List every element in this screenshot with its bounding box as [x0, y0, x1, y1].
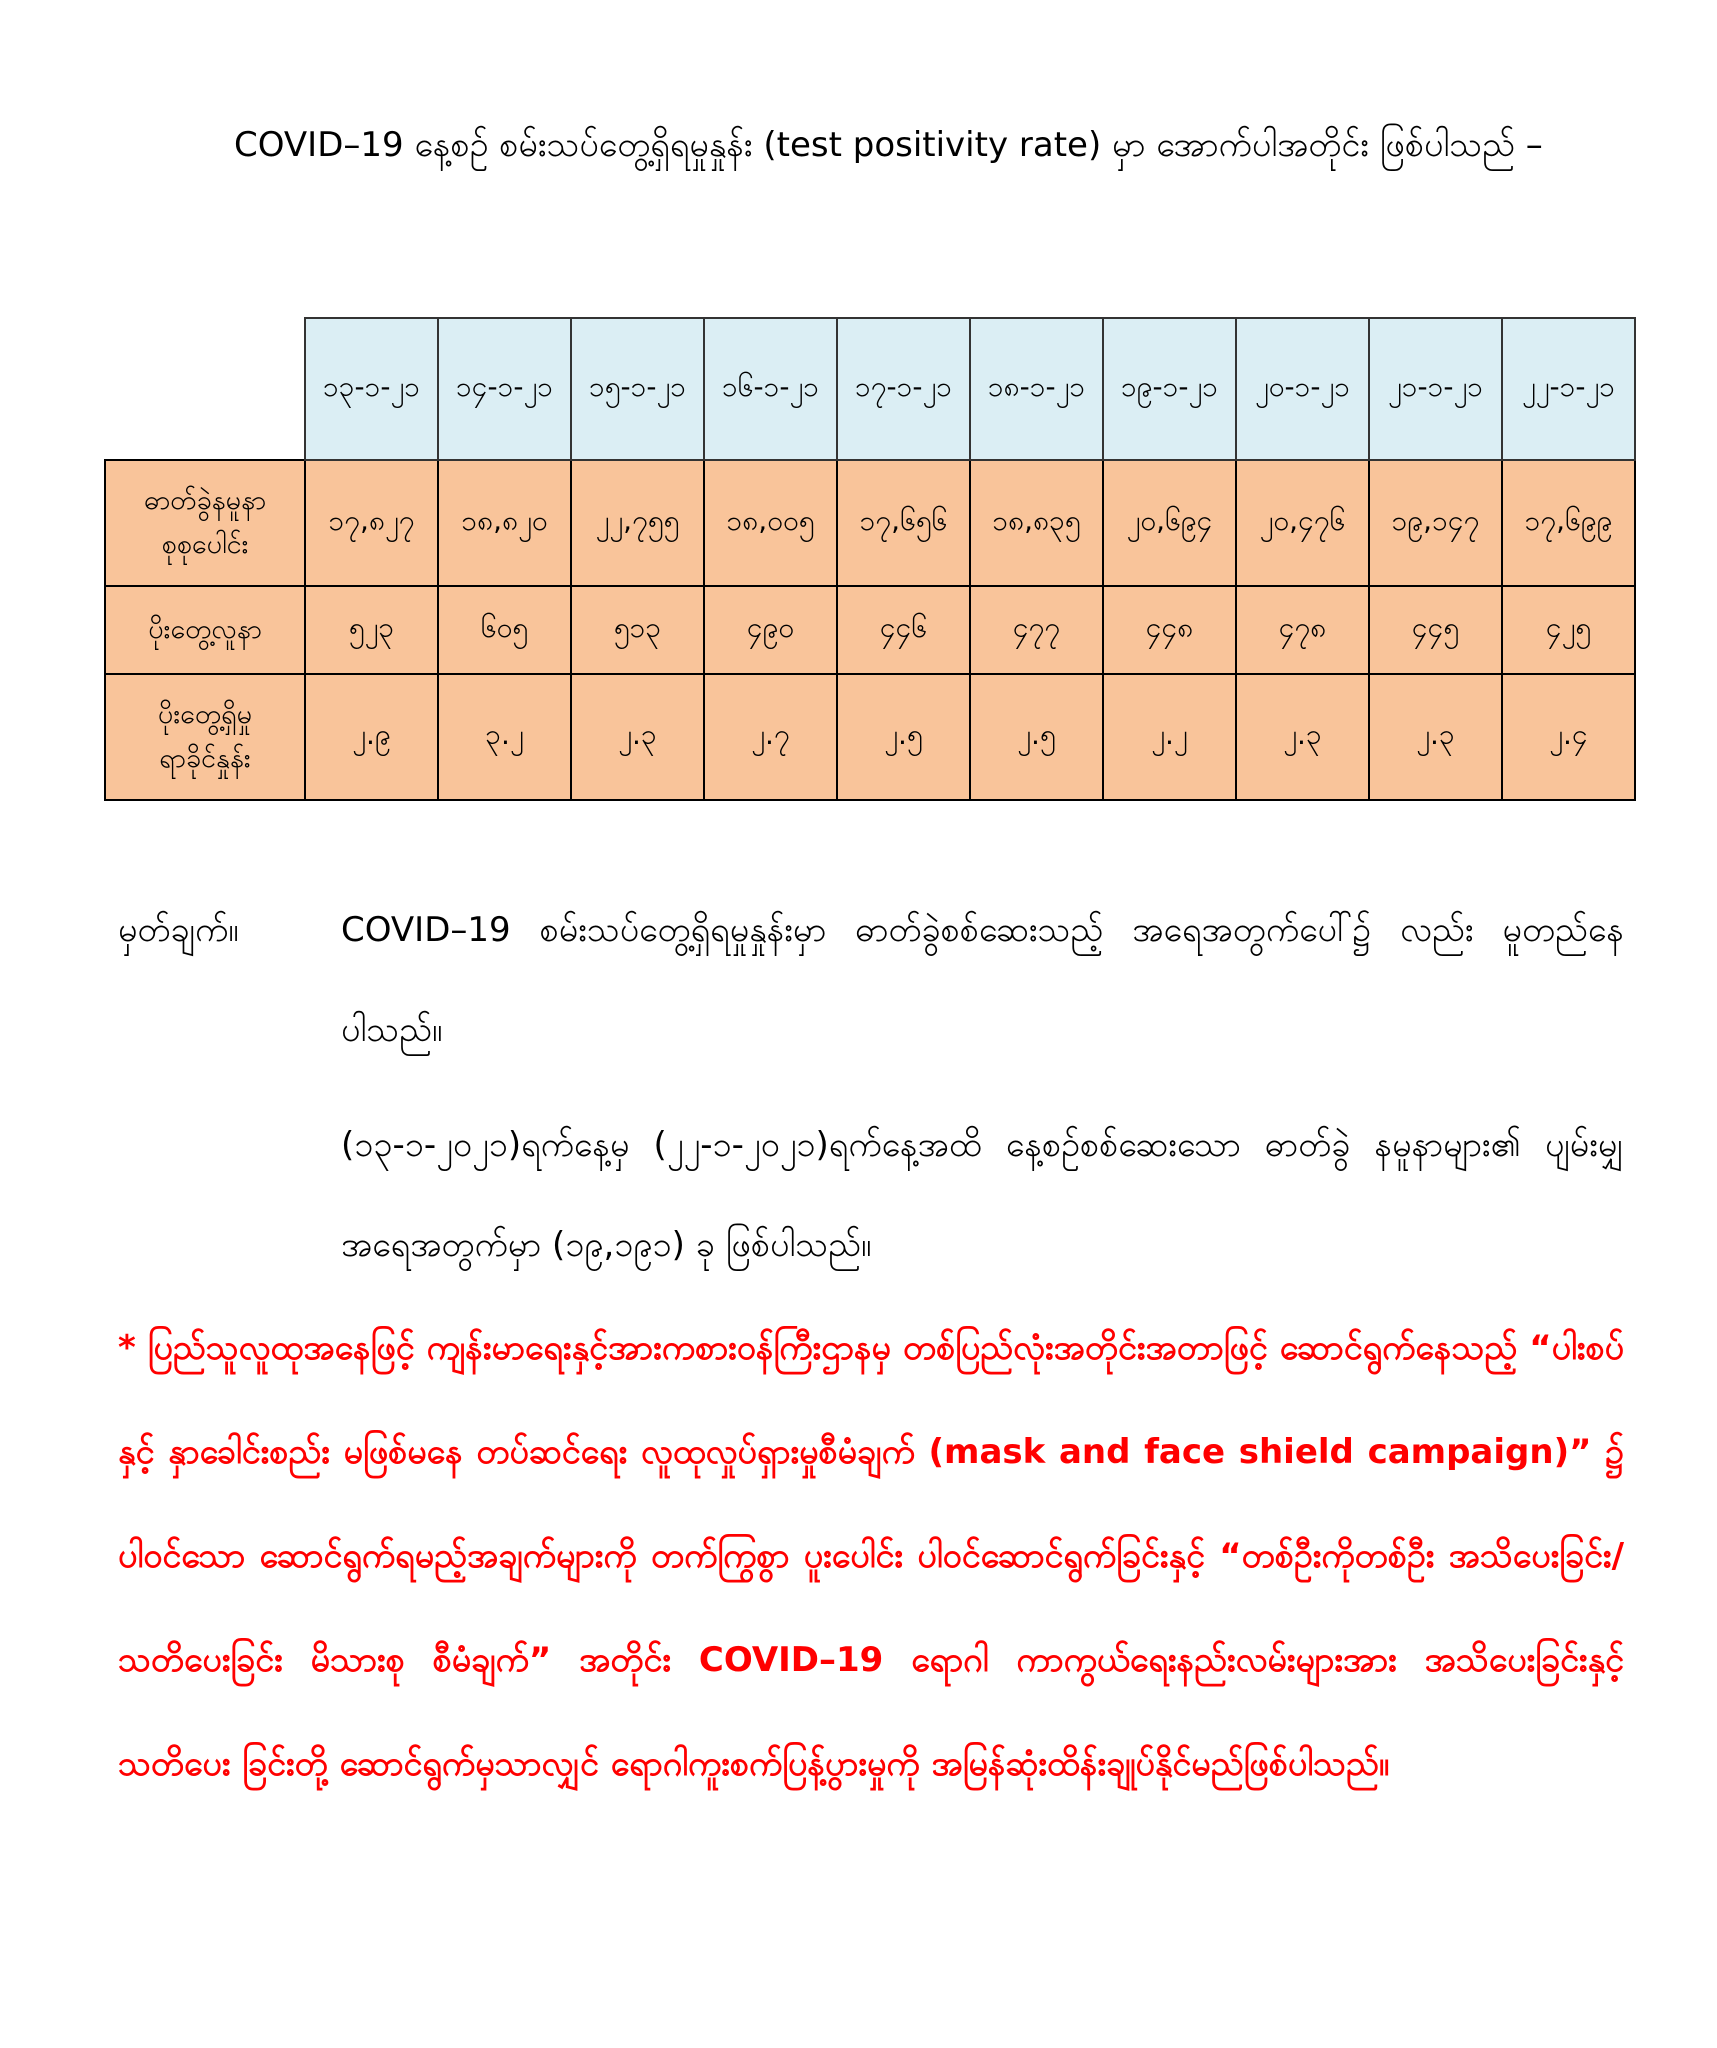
table-cell: ၁၉,၁၄၇ [1369, 460, 1502, 586]
table-row-positive-cases [105, 586, 1635, 674]
table-cell: ၄၇၈ [1236, 586, 1369, 674]
table-cell: ၁၈,၈၃၅ [970, 460, 1103, 586]
table-cell: ၂.၇ [704, 674, 837, 800]
public-notice: * ပြည်သူလူထုအနေဖြင့် ကျန်းမာရေးနှင့်အားကစားဝန်ကြီးဌာနမှ တစ်ပြည်လုံးအတိုင်းအတာဖြင့် ဆောင်ရွက်နေသည့် “ပါးစပ်နှင့် နှာခေါင်းစည်း မဖြစ်မနေ တပ်ဆင်ရေး လူထုလှုပ်ရှားမှုစီမံချက် (mask and face shield campaign)” ၌ ပါဝင်သော ဆောင်ရွက်ရမည့်အချက်များကို တက်ကြွစွာ ပူးပေါင်း ပါဝင်ဆောင်ရွက်ခြင်းနှင့် “တစ်ဦးကိုတစ်ဦး အသိပေးခြင်း/ သတိပေးခြင်း မိသားစု စီမံချက်” အတိုင်း COVID–19 ရောဂါ ကာကွယ်ရေးနည်းလမ်းများအား အသိပေးခြင်းနှင့် သတိပေး ခြင်းတို့ ဆောင်ရွက်မှသာလျှင် ရောဂါကူးစက်ပြန့်ပွားမှုကို အမြန်ဆုံးထိန်းချုပ်နိုင်မည်ဖြစ်ပါသည်။ [118, 1328, 1624, 1784]
intro-paragraph: COVID–19 နေ့စဉ် စမ်းသပ်တွေ့ရှိရမှုနှုန်း (test positivity rate) မှာ အောက်ပါအတိုင်း ဖြစ်ပါသည် – [234, 125, 1543, 165]
table-cell: ၁၈,၀၀၅ [704, 460, 837, 586]
row-label: ပိုးတွေ့ရှိမှု ရာခိုင်နှုန်း [105, 674, 305, 800]
table-cell: ၂၀,၆၉၄ [1103, 460, 1236, 586]
table-cell: ၁၇,၆၅၆ [837, 460, 970, 586]
table-cell: ၃.၂ [438, 674, 571, 800]
table-cell: ၆၀၅ [438, 586, 571, 674]
table-cell: ၂.၃ [571, 674, 704, 800]
table-cell: ၁၇,၈၂၇ [305, 460, 438, 586]
table-row-total-samples [105, 460, 1635, 586]
table-cell: ၂.၄ [1502, 674, 1635, 800]
date-header: ၂၁-၁-၂၁ [1369, 318, 1502, 460]
positivity-table [104, 317, 1636, 801]
table-header-row [105, 318, 1635, 460]
note-paragraph-2: (၁၃-၁-၂၀၂၁)ရက်နေ့မှ (၂၂-၁-၂၀၂၁)ရက်နေ့အထိ နေ့စဉ်စစ်ဆေးသော ဓာတ်ခွဲ နမူနာများ၏ ပျမ်းမျှအရေအတွက်မှာ (၁၉,၁၉၁) ခု ဖြစ်ပါသည်။ [341, 1125, 1624, 1265]
table-cell: ၄၂၅ [1502, 586, 1635, 674]
table-cell: ၅၁၃ [571, 586, 704, 674]
table-cell: ၄၄၈ [1103, 586, 1236, 674]
table-cell: ၂၂,၇၅၅ [571, 460, 704, 586]
table-cell: ၁၈,၈၂၀ [438, 460, 571, 586]
date-header: ၁၆-၁-၂၁ [704, 318, 837, 460]
table-cell: ၄၄၅ [1369, 586, 1502, 674]
date-header: ၁၉-၁-၂၁ [1103, 318, 1236, 460]
table-cell: ၅၂၃ [305, 586, 438, 674]
table-cell: ၁၇,၆၉၉ [1502, 460, 1635, 586]
note-label: မှတ်ချက်။ [118, 910, 239, 950]
table-cell: ၄၉၀ [704, 586, 837, 674]
table-cell: ၂.၉ [305, 674, 438, 800]
table-cell: ၄၄၆ [837, 586, 970, 674]
date-header: ၂၀-၁-၂၁ [1236, 318, 1369, 460]
date-header: ၁၅-၁-၂၁ [571, 318, 704, 460]
table-cell: ၂၀,၄၇၆ [1236, 460, 1369, 586]
table-cell: ၂.၃ [1369, 674, 1502, 800]
row-label: ဓာတ်ခွဲနမူနာ စုစုပေါင်း [105, 460, 305, 586]
date-header: ၁၈-၁-၂၁ [970, 318, 1103, 460]
date-header: ၂၂-၁-၂၁ [1502, 318, 1635, 460]
table-cell: ၂.၅ [837, 674, 970, 800]
row-label: ပိုးတွေ့လူနာ [105, 586, 305, 674]
date-header: ၁၄-၁-၂၁ [438, 318, 571, 460]
table-row-positivity-rate [105, 674, 1635, 800]
table-corner-cell [105, 318, 305, 460]
table-cell: ၂.၅ [970, 674, 1103, 800]
table-cell: ၂.၂ [1103, 674, 1236, 800]
date-header: ၁၃-၁-၂၁ [305, 318, 438, 460]
table-cell: ၂.၃ [1236, 674, 1369, 800]
table-cell: ၄၇၇ [970, 586, 1103, 674]
note-paragraph-1: COVID–19 စမ်းသပ်တွေ့ရှိရမှုနှုန်းမှာ ဓာတ်ခွဲစစ်ဆေးသည့် အရေအတွက်ပေါ်၌ လည်း မူတည်နေပါသည်။ [341, 910, 1624, 1050]
date-header: ၁၇-၁-၂၁ [837, 318, 970, 460]
